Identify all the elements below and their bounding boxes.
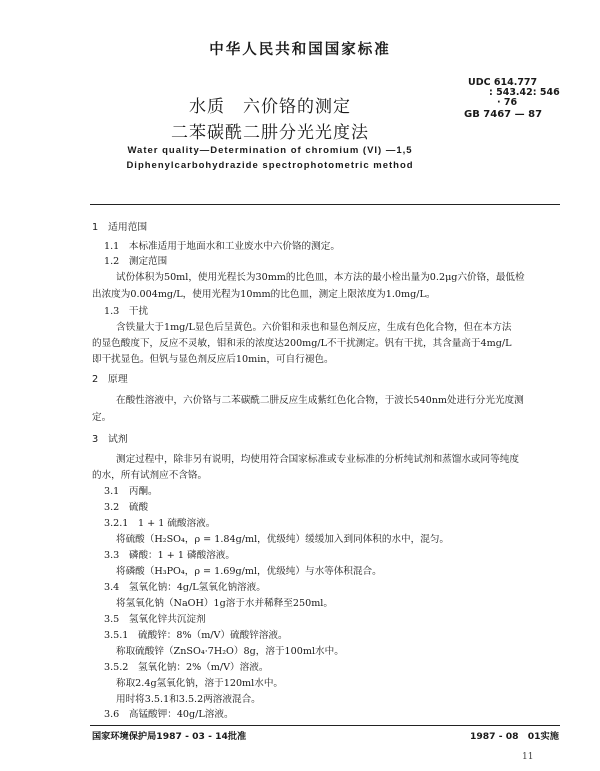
standard-title: 中华人民共和国国家标准	[209, 42, 391, 58]
clause-1-2: 1.2 测定范围	[104, 256, 168, 267]
approval-date: 国家环境保护局1987 - 03 - 14批准	[92, 731, 247, 742]
clause-3-6: 3.6 高锰酸钾：40g/L溶液。	[104, 709, 234, 720]
title-cn-line-1: 水质 六价铬的测定	[189, 97, 351, 117]
clause-3-2-1: 3.2.1 1 + 1 硫酸溶液。	[104, 518, 216, 529]
section-2-text-1: 在酸性溶液中，六价铬与二苯碳酰二肼反应生成紫红色化合物，于波长540nm处进行分光光度测	[116, 395, 524, 406]
clause-1-3-text-2: 的显色酸度下，反应不灵敏，钼和汞的浓度达200mg/L不干扰测定。钒有干扰，其含量高于4mg/L	[92, 338, 512, 349]
udc-line-2: : 543.42: 546	[489, 87, 560, 98]
clause-1-3-text-1: 含铁量大于1mg/L显色后呈黄色。六价钼和汞也和显色剂反应，生成有色化合物，但在本方法	[116, 322, 512, 333]
clause-1-3-text-3: 即干扰显色。但钒与显色剂反应后10min，可自行褪色。	[92, 354, 334, 365]
effective-date: 1987 - 08 01实施	[470, 731, 559, 742]
title-en-line-1: Water quality—Determination of chromium (VI) —1,5	[127, 145, 413, 156]
title-en-line-2: Diphenylcarbohydrazide spectrophotometric method	[126, 160, 414, 171]
clause-3-4-text: 将氢氧化钠（NaOH）1g溶于水并稀释至250ml。	[116, 598, 333, 609]
udc-line-1: UDC 614.777	[468, 77, 538, 88]
clause-3-4: 3.4 氢氧化钠：4g/L氢氧化钠溶液。	[104, 582, 266, 593]
clause-3-5-2-text-1: 称取2.4g氢氧化钠，溶于120ml水中。	[116, 678, 284, 689]
clause-3-5-1-text: 称取硫酸锌（ZnSO₄·7H₂O）8g，溶于100ml水中。	[116, 646, 344, 657]
clause-3-1: 3.1 丙酮。	[104, 486, 158, 497]
clause-3-3-text: 将磷酸（H₃PO₄，ρ = 1.69g/ml，优级纯）与水等体积混合。	[116, 566, 382, 577]
clause-3-5: 3.5 氢氧化锌共沉淀剂	[104, 614, 206, 625]
clause-3-5-2: 3.5.2 氢氧化钠：2%（m/V）溶液。	[104, 662, 269, 673]
header-divider	[90, 204, 560, 205]
footer-divider	[90, 725, 560, 726]
page-number: 11	[522, 752, 534, 762]
clause-3-5-1: 3.5.1 硫酸锌：8%（m/V）硫酸锌溶液。	[104, 630, 288, 641]
clause-1-3: 1.3 干扰	[104, 306, 149, 317]
clause-3-2: 3.2 硫酸	[104, 502, 149, 513]
section-3-text-2: 的水，所有试剂应不含铬。	[92, 470, 208, 481]
clause-1-2-text-1: 试份体积为50ml，使用光程长为30mm的比色皿，本方法的最小检出量为0.2μg六价铬，最低检	[116, 272, 525, 283]
section-2-heading: 2 原理	[92, 374, 128, 385]
section-2-text-2: 定。	[92, 412, 112, 423]
udc-line-3: · 76	[497, 97, 518, 108]
clause-3-5-2-text-2: 用时将3.5.1和3.5.2两溶液混合。	[116, 694, 261, 705]
section-3-text-1: 测定过程中，除非另有说明，均使用符合国家标准或专业标准的分析纯试剂和蒸馏水或同等纯度	[116, 454, 519, 465]
clause-3-2-1-text: 将硫酸（H₂SO₄，ρ = 1.84g/ml，优级纯）缓缓加入到同体积的水中，混匀。	[116, 534, 450, 545]
clause-1-1: 1.1 本标准适用于地面水和工业废水中六价铬的测定。	[104, 241, 340, 252]
title-cn-line-2: 二苯碳酰二肼分光光度法	[171, 123, 369, 143]
section-3-heading: 3 试剂	[92, 434, 128, 445]
clause-3-3: 3.3 磷酸：1 + 1 磷酸溶液。	[104, 550, 235, 561]
gb-number: GB 7467 — 87	[464, 109, 543, 120]
section-1-heading: 1 适用范围	[92, 222, 148, 233]
clause-1-2-text-2: 出浓度为0.004mg/L，使用光程为10mm的比色皿，测定上限浓度为1.0mg/L。	[92, 289, 436, 300]
